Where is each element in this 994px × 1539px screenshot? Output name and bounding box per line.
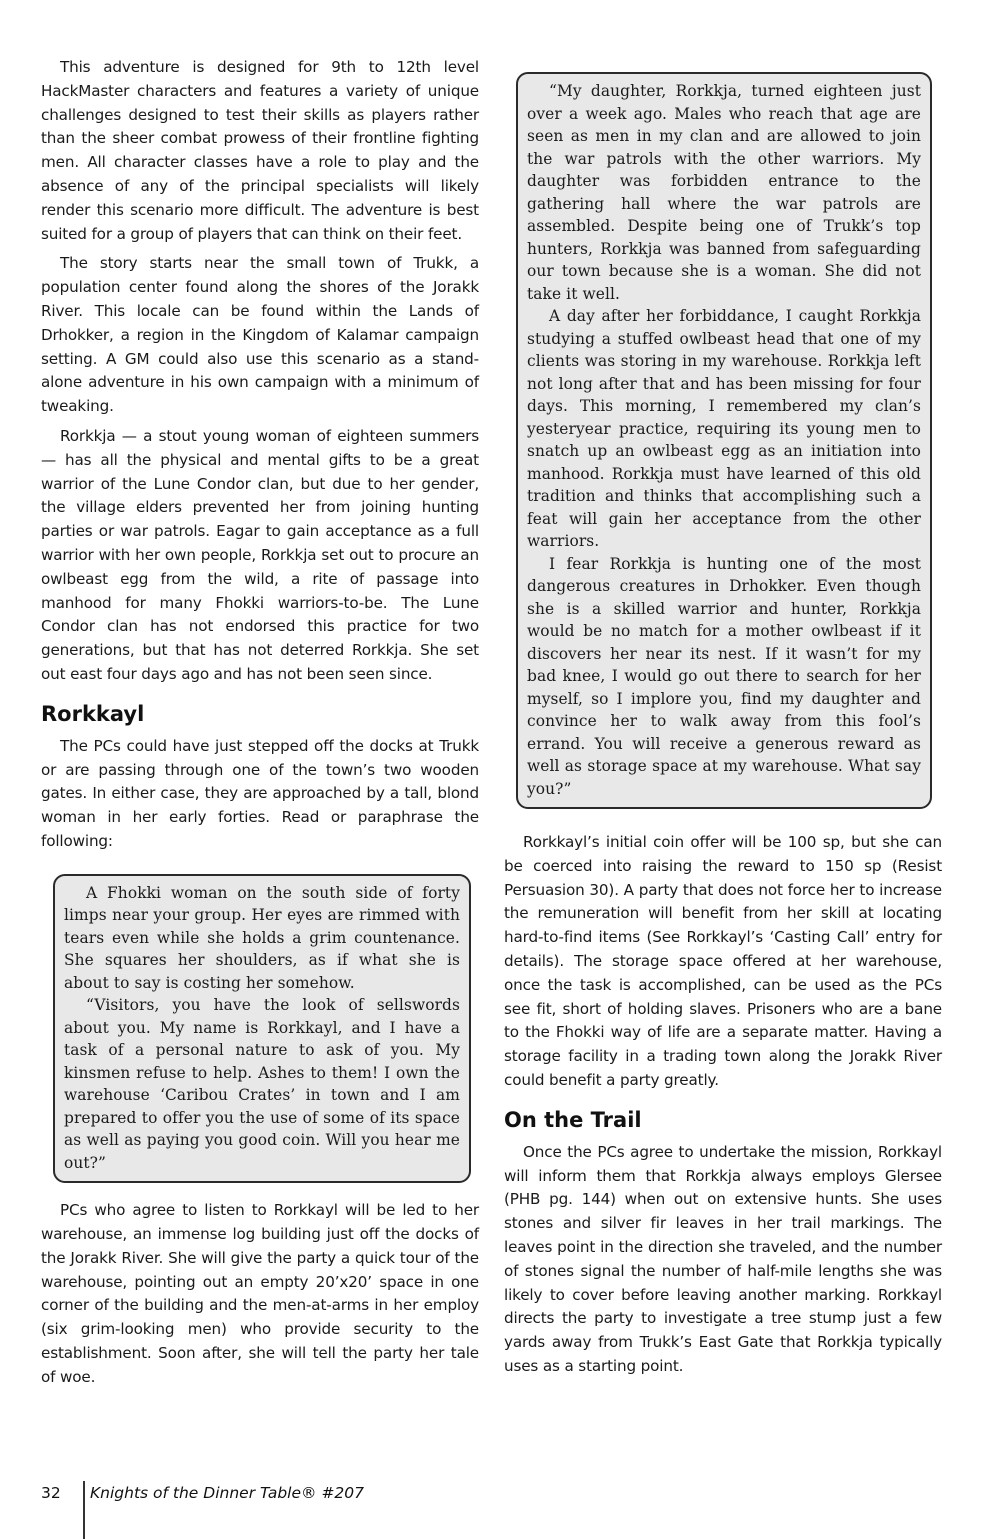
read-aloud-box-2-para-1: “My daughter, Rorkkja, turned eighteen just over a week ago. Males who reach that age are seen as men in my clan and are allowed to join the war patrols with the other warriors. My daughter was forbidden entrance to the gathering hall where the war patrols are assembled. Despite being one of Trukk’s top hunters, Rorkkja was banned from safeguarding our town because she is a woman. She did not take it well. [527,82,921,303]
read-aloud-box-1-para-1: A Fhokki woman on the south side of forty limps near your group. Her eyes are rimmed with tears even while she holds a grim countenance. She squares her shoulders, as if what she is about to say is costing her somehow. [64,883,460,992]
right-column [504,72,942,1385]
left-column [41,56,479,1396]
rorkkayl-paragraph: The PCs could have just stepped off the docks at Trukk or are passing through one of the town’s two wooden gates. In either case, they are approached by a tall, blond woman in her early forties. Read or paraphrase the following: [41,736,479,850]
on-the-trail-paragraph: Once the PCs agree to undertake the mission, Rorkkayl will inform them that Rorkkja always employs Glersee (PHB pg. 144) when out on extensive hunts. She uses stones and silver fir leaves in her trail markings. The leaves point in the direction she traveled, and the number of stones signal the number of half-mile lengths she was likely to cover before leaving another marking. Rorkkayl directs the party to investigate a tree stump just a few yards away from Trukk’s East Gate that Rorkkja typically uses as a starting point. [504,1142,942,1375]
coin-offer-paragraph: Rorkkayl’s initial coin offer will be 100 sp, but she can be coerced into raising the reward to 150 sp (Resist Persuasion 30). A party that does not force her to increase the remuneration will benefit from her skill at locating hard-to-find items (See Rorkkayl’s ‘Casting Call’ entry for details). The storage space offered at her warehouse, once the task is accomplished, can be used as the PCs see fit, short of holding slaves. Prisoners who are a bane to the Fhokki way of life are a separate matter. Having a storage facility in a trading town along the Jorakk River could benefit a party greatly. [504,833,942,1089]
read-aloud-box-1 [53,874,471,1184]
read-aloud-box-2-para-2: A day after her forbiddance, I caught Rorkkja studying a stuffed owlbeast head that one of my clients was storing in my warehouse. Rorkkja left not long after that and has been missing for four days. This morning, I remembered my clan’s yesteryear practice, requiring its young men to snatch up an owlbeast egg as an initiation into manhood. Rorkkja must have learned of this old tradition and thinks that accomplishing such a feat will gain her acceptance from the other warriors. [527,307,921,550]
intro-paragraph-3: Rorkkja — a stout young woman of eighteen summers — has all the physical and mental gifts to be a great warrior of the Lune Condor clan, but due to her gender, the village elders prevented her from joining hunting parties or war patrols. Eagar to gain acceptance as a full warrior with her own people, Rorkkja set out to procure an owlbeast egg from the wild, a rite of passage into manhood for many Fhokki warriors-to-be. The Lune Condor clan has not endorsed this practice for two generations, but that has not deterred Rorkkja. She set out east four days ago and has not been seen since. [41,426,479,683]
page-number: 32 [41,1484,61,1502]
read-aloud-box-1-para-2: “Visitors, you have the look of sellswords about you. My name is Rorkkayl, and I have a task of a personal nature to ask of you. My kinsmen refuse to help. Ashes to them! I own the warehouse ‘Caribou Crates’ in town and I am prepared to offer you the use of some of its space as well as paying you good coin. Will you hear me out?” [64,996,460,1172]
read-aloud-box-2-para-3: I fear Rorkkja is hunting one of the most dangerous creatures in Drhokker. Even though she is a skilled warrior and hunter, Rorkkja would be no match for a mother owlbeast if it discovers her near its nest. If it wasn’t for my bad knee, I would go out there to search for her myself, so I implore you, find my daughter and convince her to walk away from this fool’s errand. You will receive a generous reward as well as storage space at my warehouse. What say you?” [527,554,921,798]
intro-paragraph-1: This adventure is designed for 9th to 12th level HackMaster characters and features a variety of unique challenges designed to test their skills as players rather than the sheer combat prowess of their frontline fighting men. All character classes have a role to play and the absence of any of the principal specialists will likely render this scenario more difficult. The adventure is best suited for a group of players that can think on their feet. [41,58,479,243]
footer-divider [83,1481,85,1539]
section-heading-on-the-trail: On the Trail [504,1107,642,1132]
publication-title: Knights of the Dinner Table® #207 [90,1484,365,1502]
warehouse-paragraph: PCs who agree to listen to Rorkkayl will be led to her warehouse, an immense log building just off the docks of the Jorakk River. She will give the party a quick tour of the warehouse, pointing out an empty 20’x20’ space in one corner of the building and the men-at-arms in her employ (six grim-looking men) who provide security to the establishment. Soon after, she will tell the party her tale of woe. [41,1201,479,1386]
intro-paragraph-2: The story starts near the small town of Trukk, a population center found along the shores of the Jorakk River. This locale can be found within the Lands of Drhokker, a region in the Kingdom of Kalamar campaign setting. A GM could also use this scenario as a stand-alone adventure in his own campaign with a minimum of tweaking. [41,254,479,416]
read-aloud-box-2 [516,72,932,809]
section-heading-rorkkayl: Rorkkayl [41,701,145,726]
